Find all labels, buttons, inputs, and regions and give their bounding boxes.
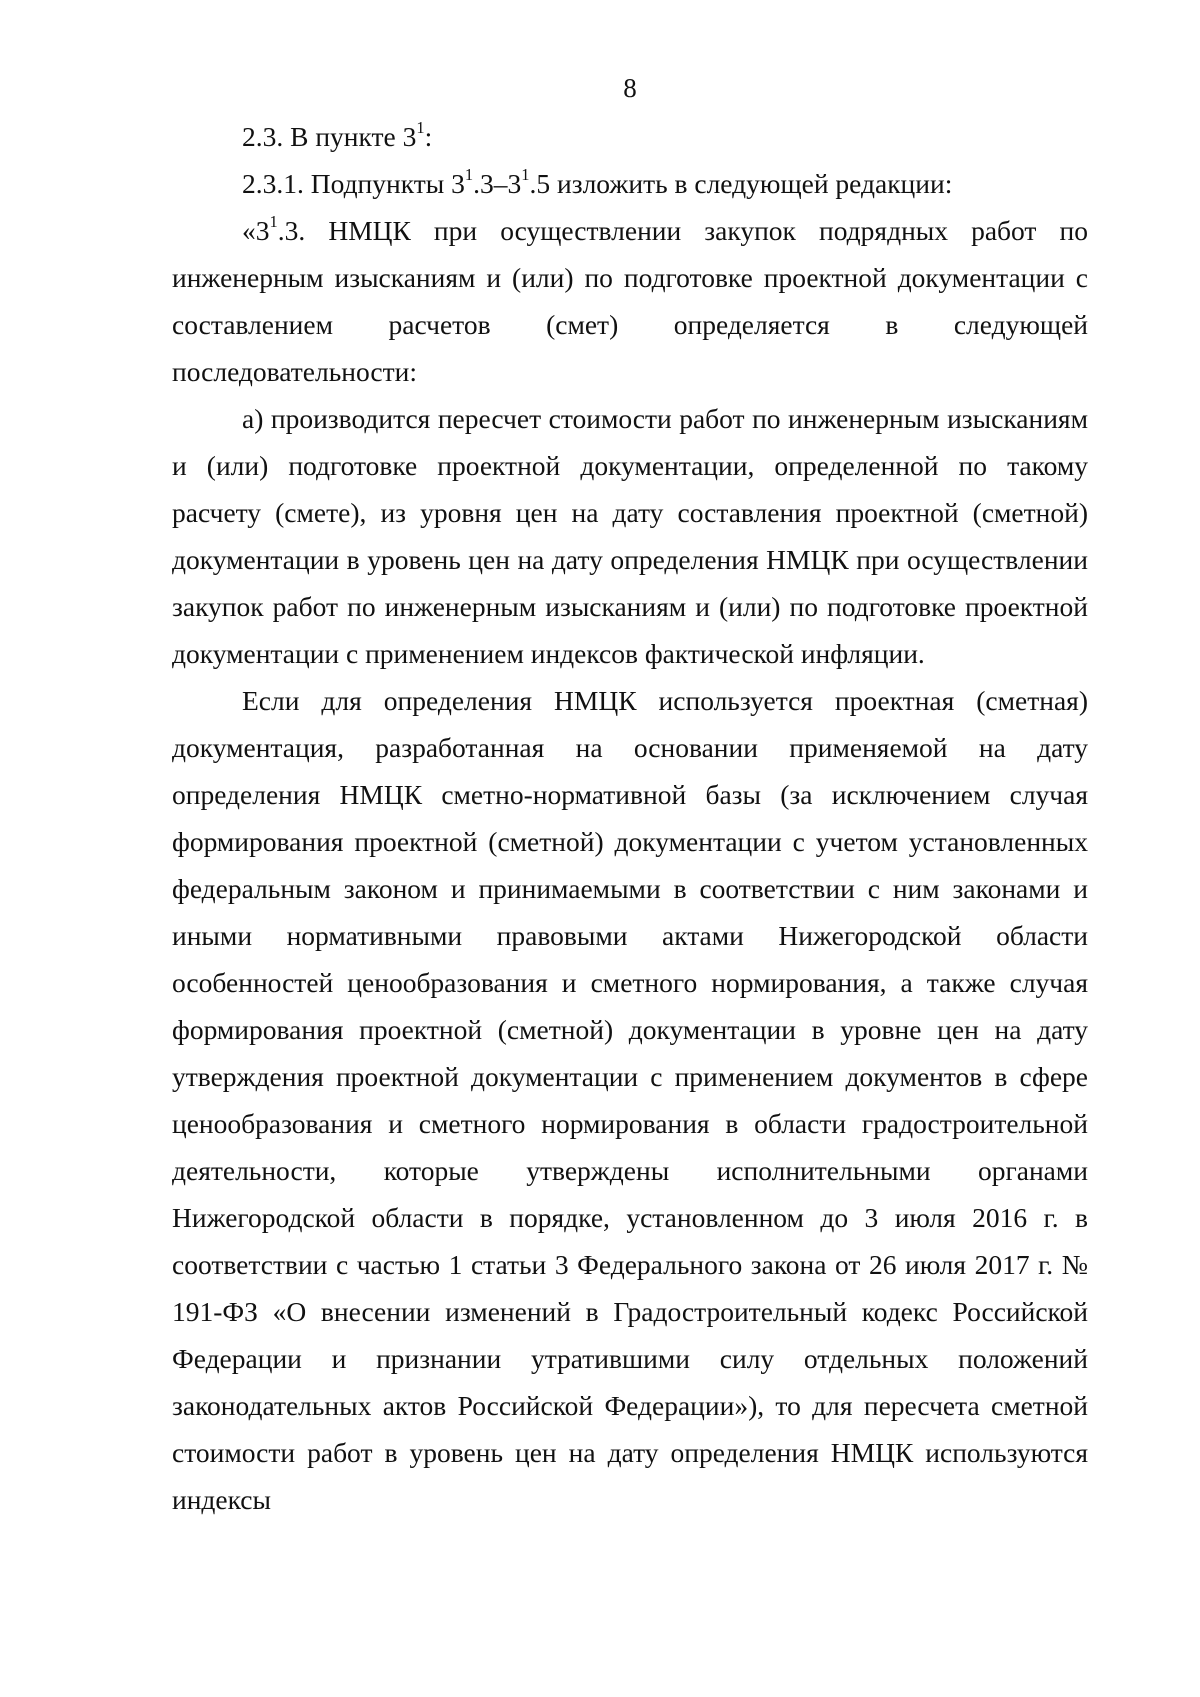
subsection-text-part: .5 изложить в следующей редакции: — [529, 168, 953, 199]
section-heading-2-3 — [172, 113, 1088, 160]
clause-text-part: «3 — [242, 215, 270, 246]
superscript: 1 — [416, 118, 425, 138]
clause-paragraph-nmck-conditions: Если для определения НМЦК используется проектная (сметная) документация, разработанная на основании применяемой на дату определения НМЦК сметно-нормативной базы (за исключением случая формирования проектной (сметной) документации с учетом установленных федеральным законом и принимаемыми в соответствии с ним законами и иными нормативными правовыми актами Нижегородской области особенностей ценообразования и сметного нормирования, а также случая формирования проектной (сметной) документации в уровне цен на дату утверждения проектной документации с применением документов в сфере ценообразования и сметного нормирования в области градостроительной деятельности, которые утверждены исполнительными органами Нижегородской области в порядке, установленном до 3 июля 2016 г. в соответствии с частью 1 статьи 3 Федерального закона от 26 июля 2017 г. № 191-ФЗ «О внесении изменений в Градостроительный кодекс Российской Федерации и признании утратившими силу отдельных положений законодательных актов Российской Федерации»), то для пересчета сметной стоимости работ в уровень цен на дату определения НМЦК используются индексы — [172, 685, 1088, 1515]
clause-paragraph-3-1-3 — [172, 207, 1088, 395]
subsection-text-part: .3–3 — [473, 168, 522, 199]
superscript: 1 — [521, 165, 530, 185]
subsection-heading-2-3-1 — [172, 160, 1088, 207]
clause-item-a: а) производится пересчет стоимости работ по инженерным изысканиям и (или) подготовке проектной документации, определенной по такому расчету (смете), из уровня цен на дату составления проектной (сметной) документации в уровень цен на дату определения НМЦК при осуществлении закупок работ по инженерным изысканиям и (или) по подготовке проектной документации с применением индексов фактической инфляции. — [172, 403, 1088, 669]
section-heading-colon: : — [424, 121, 433, 152]
document-body — [172, 113, 1088, 1523]
superscript: 1 — [269, 212, 278, 232]
section-heading-text: 2.3. В пункте 3 — [242, 121, 417, 152]
superscript: 1 — [464, 165, 474, 185]
page-number: 8 — [623, 73, 637, 103]
subsection-text-part: 2.3.1. Подпункты 3 — [242, 168, 465, 199]
clause-text-part: .3. НМЦК при осуществлении закупок подрядных работ по инженерным изысканиям и (или) по подготовке проектной документации с составлением расчетов (смет) определяется в следующей последовательности: — [172, 215, 1088, 387]
